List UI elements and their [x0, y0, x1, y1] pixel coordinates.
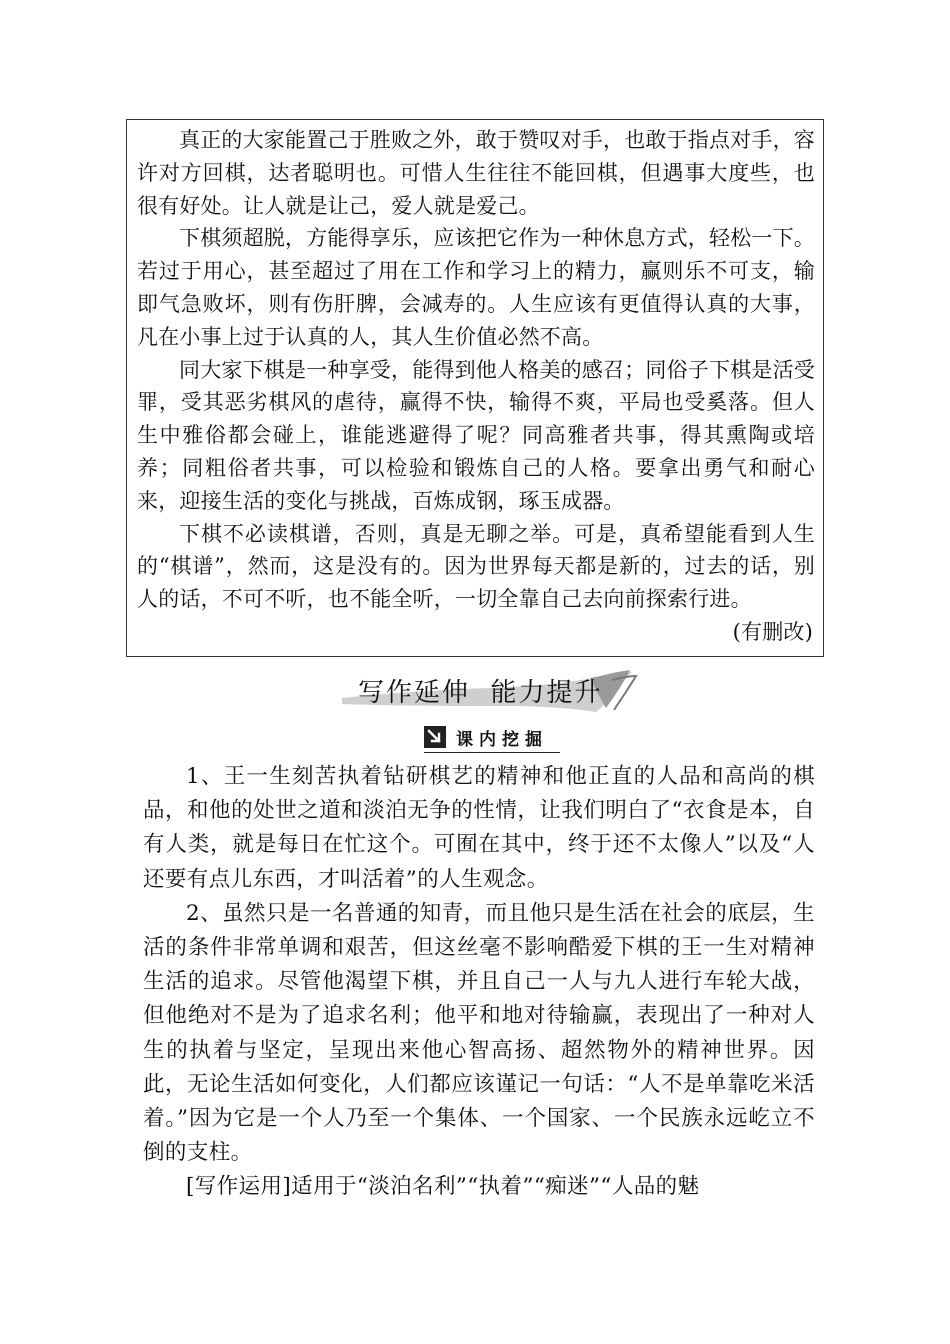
passage-paragraph-3: 同大家下棋是一种享受，能得到他人格美的感召；同俗子下棋是活受罪，受其恶劣棋风的虐待，赢得不快，输得不爽，平局也受奚落。但人生中雅俗都会碰上，谁能逃避得了呢？同高雅者共事，得其熏陶或培养；同粗俗者共事，可以检验和锻炼自己的人格。要拿出勇气和耐心来，迎接生活的变化与挑战，百炼成钢，琢玉成器。 — [137, 357, 815, 513]
body-paragraph-3: [写作运用]适用于“淡泊名利”“执着”“痴迷”“人品的魅 — [186, 1174, 700, 1200]
arrow-box-icon — [424, 726, 446, 748]
body-paragraph-1: 1、王一生刻苦执着钻研棋艺的精神和他正直的人品和高尚的棋品，和他的处世之道和淡泊无争的性情，让我们明白了“衣食是本，自有人类，就是每日在忙这个。可囿在其中，终于还不太像人”以及“人还要有点儿东西，才叫活着”的人生观念。 — [143, 764, 815, 892]
body-text — [143, 760, 815, 1205]
subheading-label: 课内挖掘 — [456, 730, 548, 750]
passage-paragraph-2: 下棋须超脱，方能得享乐，应该把它作为一种休息方式，轻松一下。若过于用心，甚至超过了用在工作和学习上的精力，赢则乐不可支，输即气急败坏，则有伤肝脾，会减寿的。人生应该有更值得认真的大事，凡在小事上过于认真的人，其人生价值必然不高。 — [137, 226, 815, 349]
source-note: (有删改) — [732, 619, 813, 644]
passage-paragraph-4: 下棋不必读棋谱，否则，真是无聊之举。可是，真希望能看到人生的“棋谱”，然而，这是没有的。因为世界每天都是新的，过去的话，别人的话，不可不听，也不能全听，一切全靠自己去向前探索行进。 — [137, 521, 815, 612]
section-banner — [340, 662, 640, 718]
subheading — [424, 724, 560, 753]
passage-paragraph-1: 真正的大家能置己于胜败之外，敢于赞叹对手，也敢于指点对手，容许对方回棋，达者聪明也。可惜人生往往不能回棋，但遇事大度些，也很有好处。让人就是让己，爱人就是爱己。 — [137, 128, 815, 218]
boxed-passage — [126, 119, 824, 657]
body-paragraph-2: 2、虽然只是一名普通的知青，而且他只是生活在社会的底层，生活的条件非常单调和艰苦，但这丝毫不影响酷爱下棋的王一生对精神生活的追求。尽管他渴望下棋，并且自己一人与九人进行车轮大战，但他绝对不是为了追求名利；他平和地对待输赢，表现出了一种对人生的执着与坚定，呈现出来他心智高扬、超然物外的精神世界。因此，无论生活如何变化，人们都应该谨记一句话：“人不是单靠吃米活着。”因为它是一个人乃至一个集体、一个国家、一个民族永远屹立不倒的支柱。 — [143, 900, 815, 1166]
section-title: 写作延伸 能力提升 — [358, 678, 603, 708]
